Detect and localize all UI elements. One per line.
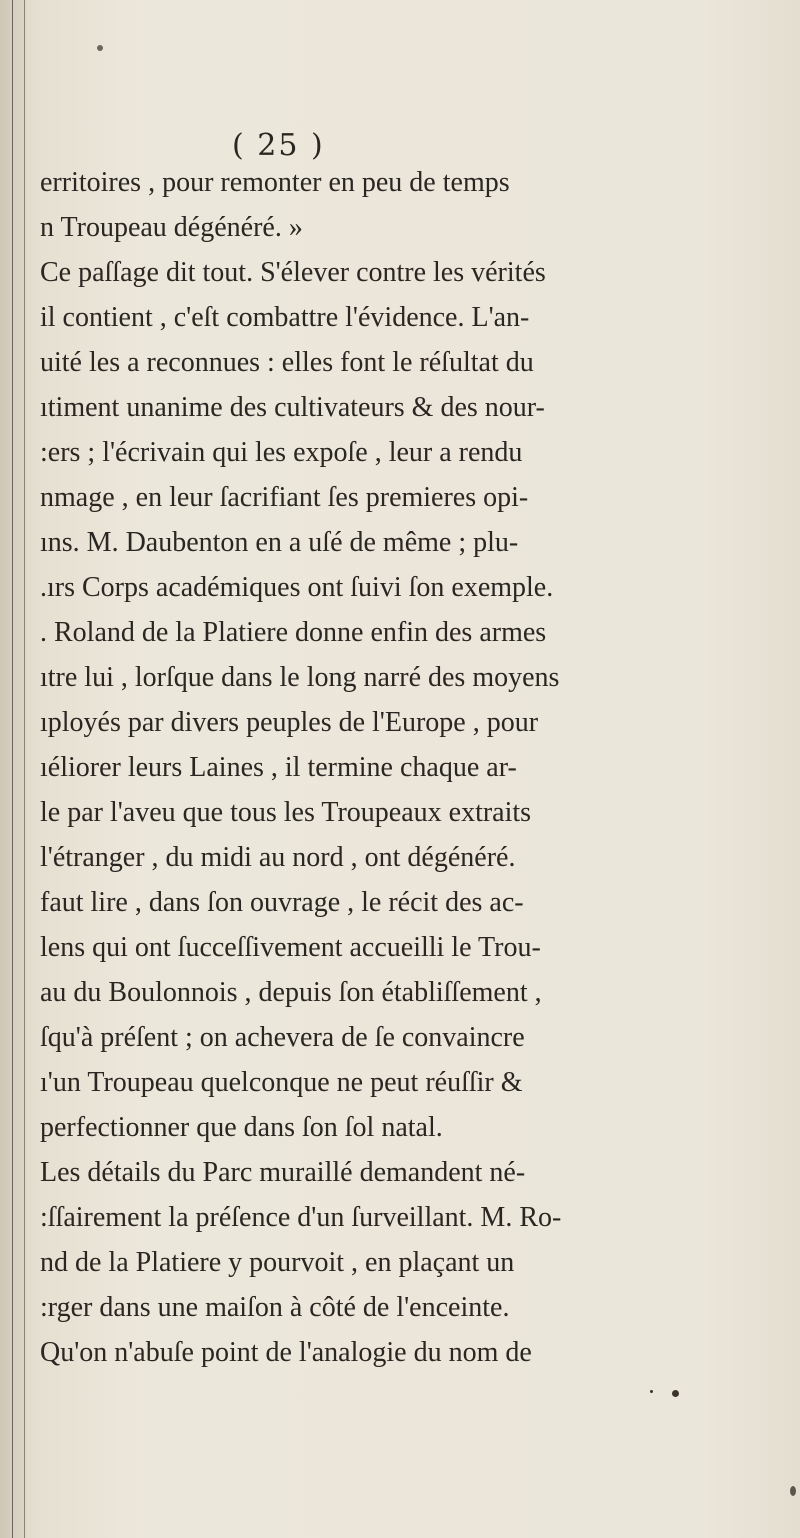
- text-line: il contient , c'eſt combattre l'évidence. L'an-: [40, 302, 530, 333]
- text-line: n Troupeau dégénéré. »: [40, 212, 303, 243]
- ink-speck: [650, 1390, 653, 1393]
- text-line: ıéliorer leurs Laines , il termine chaque ar-: [40, 752, 517, 783]
- text-line: ıns. M. Daubenton en a uſé de même ; plu-: [40, 527, 519, 558]
- text-line: .ırs Corps académiques ont ſuivi ſon exemple.: [40, 572, 554, 603]
- text-line: lens qui ont ſucceſſivement accueilli le Trou-: [40, 932, 541, 963]
- text-line: Qu'on n'abuſe point de l'analogie du nom de: [40, 1337, 532, 1368]
- text-line: Les détails du Parc muraillé demandent né-: [40, 1157, 526, 1188]
- binding-gutter: [0, 0, 26, 1538]
- text-line: . Roland de la Platiere donne enfin des armes: [40, 617, 547, 648]
- text-line: :ſſairement la préſence d'un ſurveillant. M. Ro-: [40, 1202, 562, 1233]
- text-line: :rger dans une maiſon à côté de l'enceinte.: [40, 1292, 510, 1323]
- ink-speck: [97, 45, 103, 51]
- text-line: ſqu'à préſent ; on achevera de ſe convaincre: [40, 1022, 525, 1053]
- body-text: [40, 160, 780, 1375]
- text-line: :ers ; l'écrivain qui les expoſe , leur a rendu: [40, 437, 523, 468]
- text-line: l'étranger , du midi au nord , ont dégénéré.: [40, 842, 516, 873]
- text-line: Ce paſſage dit tout. S'élever contre les vérités: [40, 257, 546, 288]
- text-line: nmage , en leur ſacrifiant ſes premieres opi-: [40, 482, 529, 513]
- text-line: au du Boulonnois , depuis ſon établiſſement ,: [40, 977, 542, 1008]
- text-line: erritoires , pour remonter en peu de temps: [40, 167, 510, 198]
- ink-speck: [672, 1390, 679, 1397]
- text-line: ıtiment unanime des cultivateurs & des nour-: [40, 392, 545, 423]
- text-line: ı'un Troupeau quelconque ne peut réuſſir &: [40, 1067, 523, 1098]
- gutter-rule: [24, 0, 25, 1538]
- text-line: uité les a reconnues : elles font le réſultat du: [40, 347, 534, 378]
- text-line: le par l'aveu que tous les Troupeaux extraits: [40, 797, 532, 828]
- text-line: faut lire , dans ſon ouvrage , le récit des ac-: [40, 887, 524, 918]
- text-line: ıployés par divers peuples de l'Europe , pour: [40, 707, 539, 738]
- page-number: ( 25 ): [232, 128, 325, 163]
- text-line: nd de la Platiere y pourvoit , en plaçant un: [40, 1247, 515, 1278]
- text-line: ıtre lui , lorſque dans le long narré des moyens: [40, 662, 560, 693]
- gutter-rule: [12, 0, 13, 1538]
- text-line: perfectionner que dans ſon ſol natal.: [40, 1112, 443, 1143]
- ink-speck: [790, 1486, 796, 1496]
